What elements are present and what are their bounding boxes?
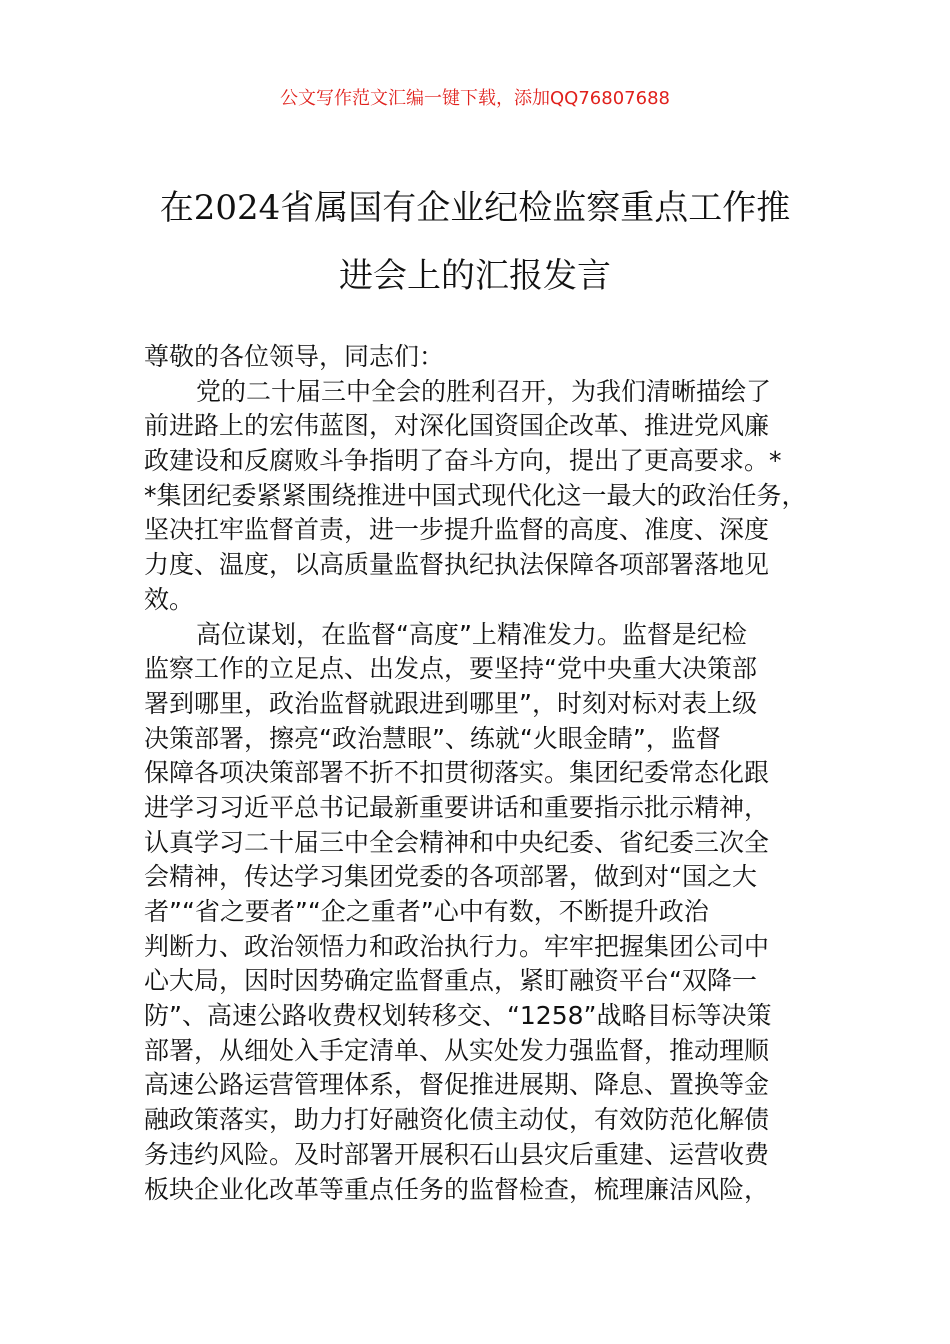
paragraph [144,618,824,1208]
paragraph-line: 融政策落实，助力打好融资化债主动仗，有效防范化解债 [144,1105,770,1135]
paragraph-line: 署到哪里，政治监督就跟进到哪里”，时刻对标对表上级 [144,688,757,718]
paragraph-line: 坚决扛牢监督首责，进一步提升监督的高度、准度、深度 [144,515,770,545]
paragraph-line: 前进路上的宏伟蓝图，对深化国资国企改革、推进党风廉 [144,411,770,441]
paragraph-line: 判断力、政治领悟力和政治执行力。牢牢把握集团公司中 [144,931,770,961]
paragraph [144,375,824,618]
paragraph-line: 认真学习二十届三中全会精神和中央纪委、省纪委三次全 [144,827,770,857]
paragraph-line: 决策部署，擦亮“政治慧眼”、练就“火眼金睛”，监督 [144,723,721,753]
paragraph-line: 防”、高速公路收费权划转移交、“1258”战略目标等决策 [144,1001,772,1031]
paragraph-line: 保障各项决策部署不折不扣贯彻落实。集团纪委常态化跟 [144,758,770,788]
paragraph-line: 监察工作的立足点、出发点，要坚持“党中央重大决策部 [144,654,757,684]
paragraph-line: 政建设和反腐败斗争指明了奋斗方向，提出了更高要求。* [144,446,782,476]
paragraph-line: 效。 [144,584,195,614]
paragraphs [144,375,824,1208]
paragraph-line: 高速公路运营管理体系，督促推进展期、降息、置换等金 [144,1070,770,1100]
paragraph-line: 心大局，因时因势确定监督重点，紧盯融资平台“双降一 [144,966,757,996]
paragraph-line: 进学习习近平总书记最新重要讲话和重要指示批示精神， [144,792,770,822]
paragraph-line: 会精神，传达学习集团党委的各项部署，做到对“国之大 [144,862,757,892]
paragraph-line: 板块企业化改革等重点任务的监督检查，梳理廉洁风险， [144,1174,770,1204]
download-banner: 公文写作范文汇编一键下载，添加QQ76807688 [280,88,670,109]
document-body [144,340,824,1207]
paragraph-line: 高位谋划，在监督“高度”上精准发力。监督是纪检 [196,619,747,649]
document-title-line-1: 在2024省属国有企业纪检监察重点工作推 [159,188,791,228]
paragraph-line: 力度、温度，以高质量监督执纪执法保障各项部署落地见 [144,550,770,580]
document-title-line-2: 进会上的汇报发言 [339,256,611,296]
paragraph-line: 部署，从细处入手定清单、从实处发力强监督，推动理顺 [144,1035,770,1065]
paragraph-line: 党的二十届三中全会的胜利召开，为我们清晰描绘了 [196,376,772,406]
paragraph-line: *集团纪委紧紧围绕推进中国式现代化这一最大的政治任务， [144,480,807,510]
salutation: 尊敬的各位领导，同志们： [144,342,445,371]
paragraph-line: 者”“省之要者”“企之重者”心中有数，不断提升政治 [144,897,709,926]
paragraph-line: 务违约风险。及时部署开展积石山县灾后重建、运营收费 [144,1139,770,1169]
